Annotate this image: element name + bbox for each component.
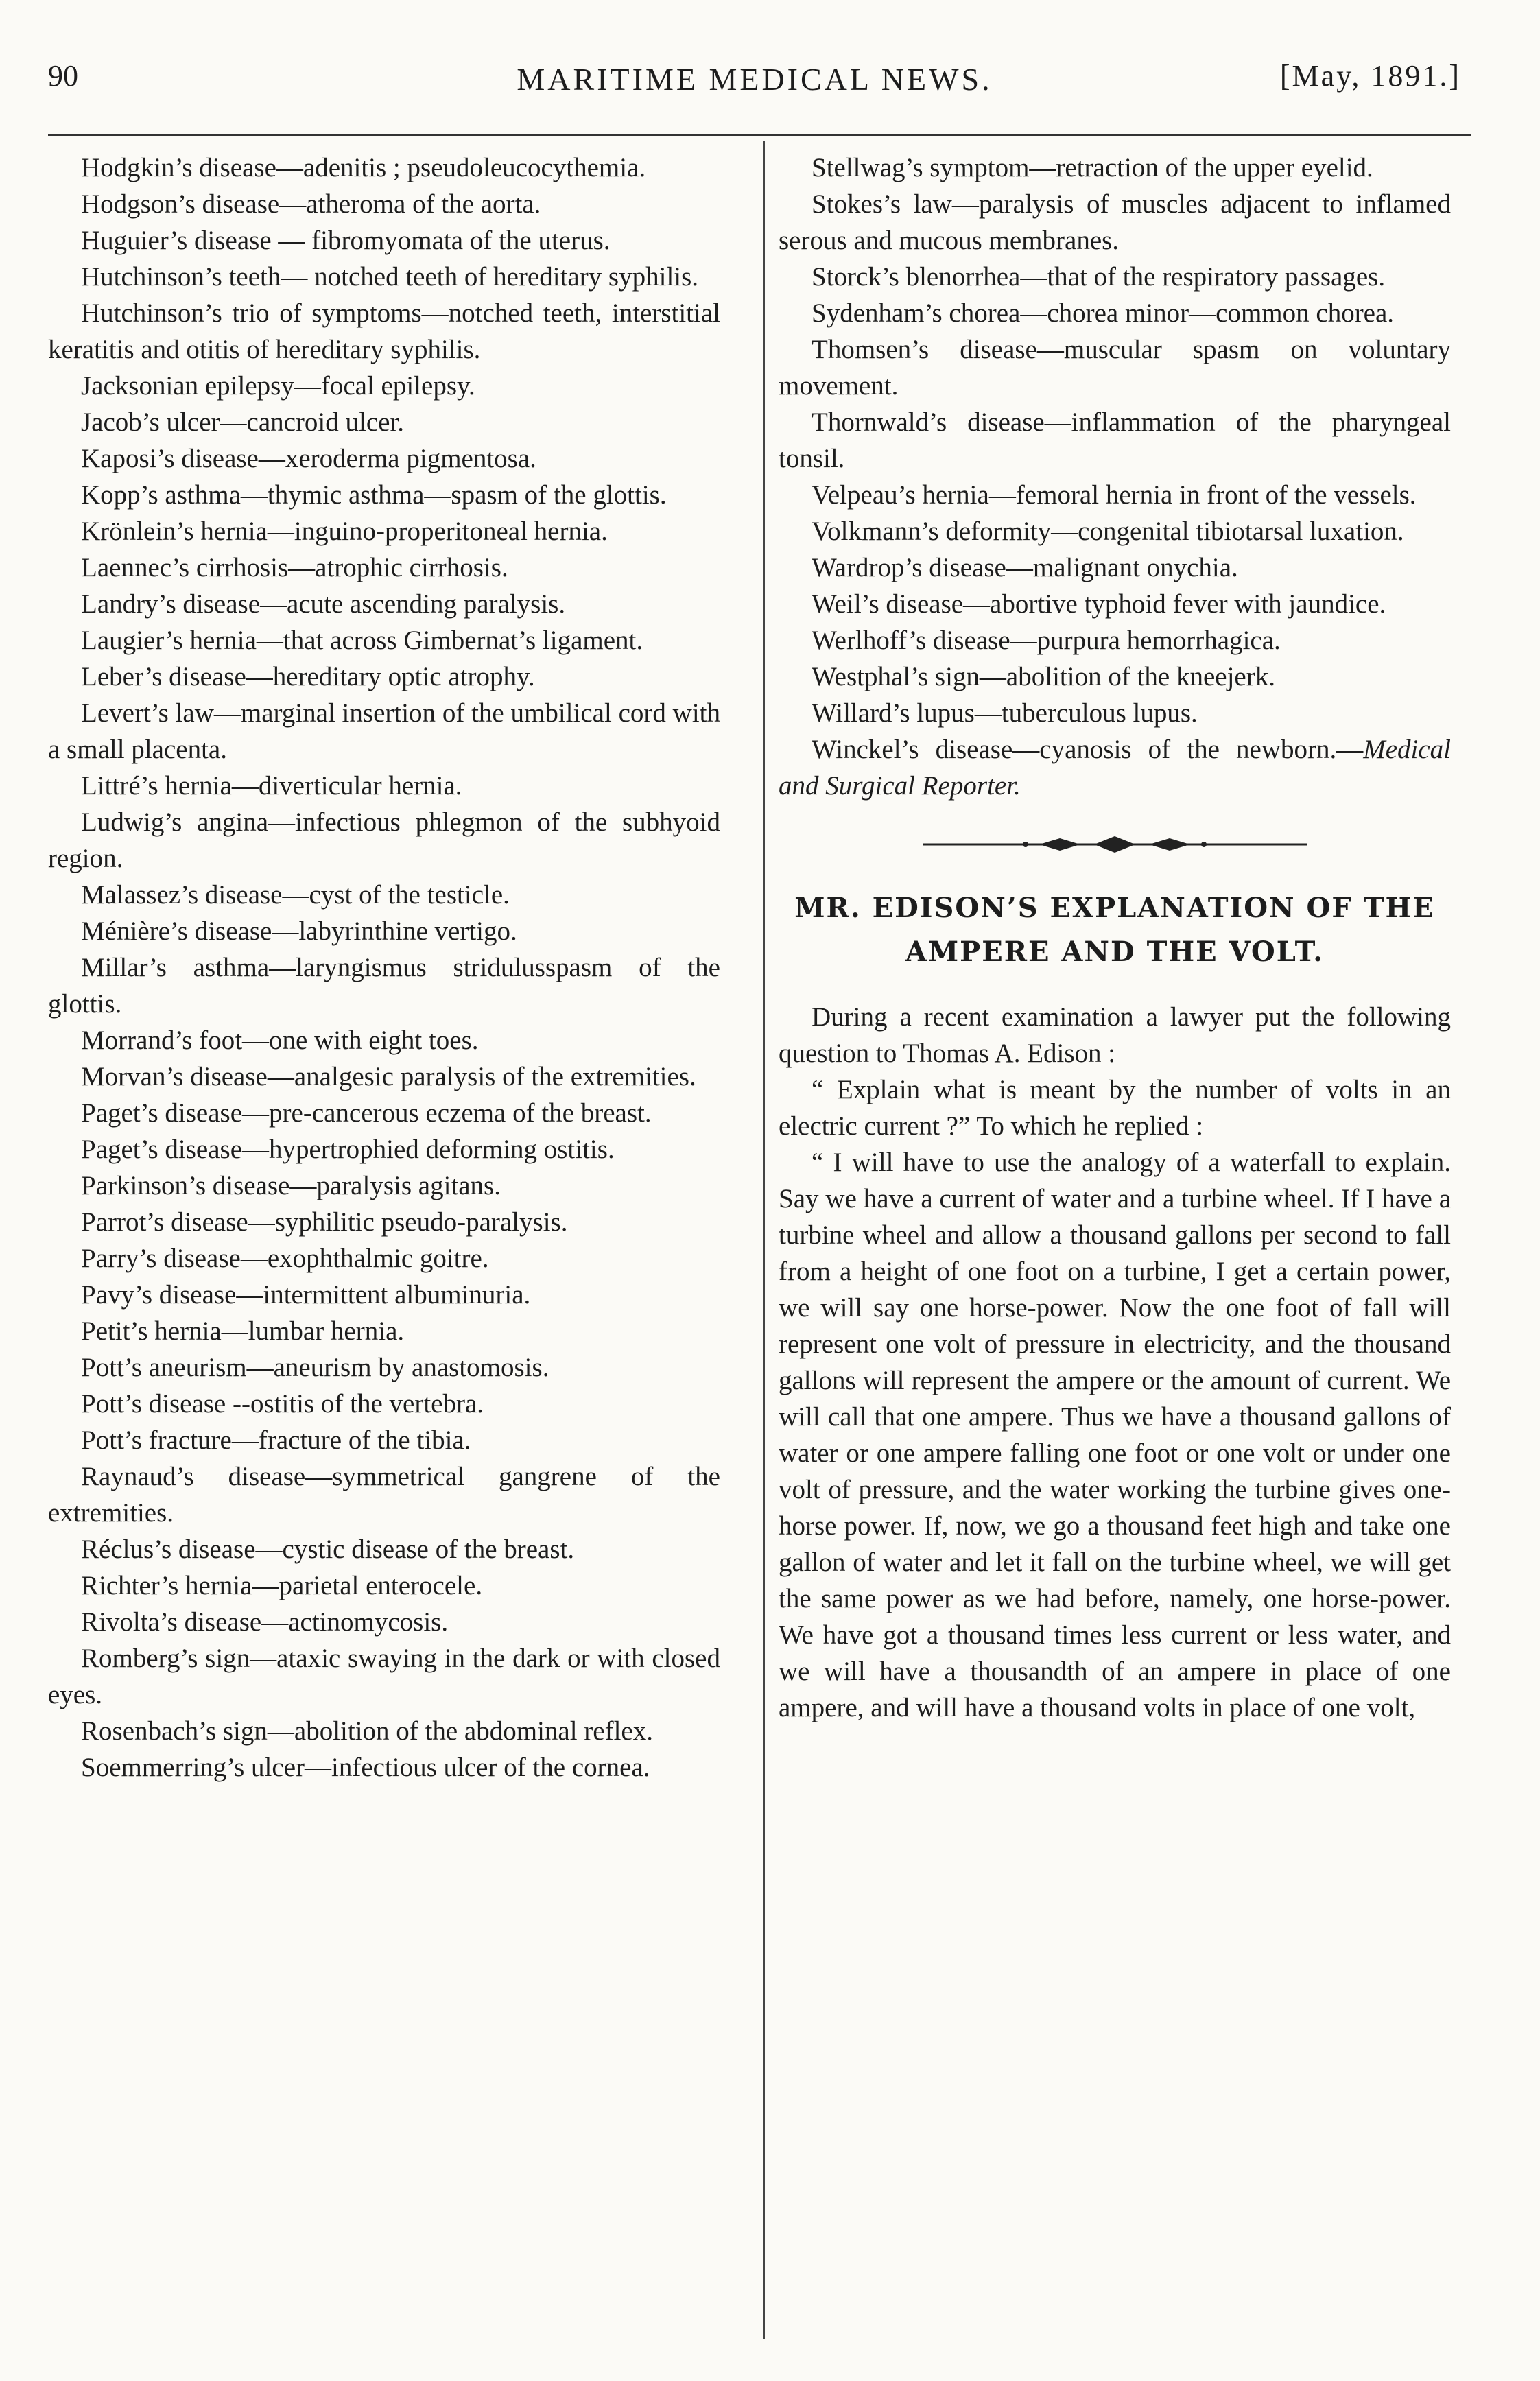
eponym-entry: Werlhoff’s disease—purpura hemorrhagica. xyxy=(812,626,1281,655)
eponym-entry: Morrand’s foot—one with eight toes. xyxy=(81,1026,479,1055)
page-header xyxy=(48,38,1461,113)
eponym-entry: Rivolta’s disease—actinomycosis. xyxy=(81,1607,449,1637)
eponym-entry: Paget’s disease—pre-cancerous eczema of the breast. xyxy=(81,1098,652,1128)
eponym-entry: Parry’s disease—exophthalmic goitre. xyxy=(81,1244,489,1273)
eponym-entry: Stellwag’s symptom—retraction of the upper eyelid. xyxy=(812,153,1373,182)
eponym-entry: Morvan’s disease—analgesic paralysis of the extremities. xyxy=(81,1062,696,1091)
eponym-entry: Storck’s blenorrhea—that of the respiratory passages. xyxy=(812,262,1386,292)
eponym-entry: Stokes’s law—paralysis of muscles adjacent to inflamed serous and mucous membranes. xyxy=(779,189,1451,255)
eponym-entry: Ludwig’s angina—infectious phlegmon of the subhyoid region. xyxy=(48,807,720,873)
eponym-entry: Raynaud’s disease—symmetrical gangrene of the extremities. xyxy=(48,1462,720,1528)
article-title-line1: MR. EDISON’S EXPLANATION OF THE xyxy=(794,892,1435,924)
eponym-entry: Hodgkin’s disease—adenitis ; pseudoleucocythemia. xyxy=(81,153,646,182)
article-paragraph: “ Explain what is meant by the number of volts in an electric current ?” To which he replied : xyxy=(779,1075,1451,1141)
eponym-entry: Wardrop’s disease—malignant onychia. xyxy=(812,553,1238,582)
eponym-entry: Rosenbach’s sign—abolition of the abdominal reflex. xyxy=(81,1716,653,1746)
eponym-entry: Kaposi’s disease—xeroderma pigmentosa. xyxy=(81,444,536,473)
eponym-entry: Parkinson’s disease—paralysis agitans. xyxy=(81,1171,501,1200)
eponym-entry: Millar’s asthma—laryngismus stridulusspasm of the glottis. xyxy=(48,953,720,1019)
article-paragraph: During a recent examination a lawyer put the following question to Thomas A. Edison : xyxy=(779,1002,1451,1068)
eponym-entry: Hutchinson’s trio of symptoms—notched teeth, interstitial keratitis and otitis of hereditary syphilis. xyxy=(48,298,720,364)
eponym-entry: Laennec’s cirrhosis—atrophic cirrhosis. xyxy=(81,553,508,582)
eponym-entry-last xyxy=(779,731,1451,804)
eponym-entry: Krönlein’s hernia—inguino-properitoneal hernia. xyxy=(81,517,608,546)
eponym-entry: Pavy’s disease—intermittent albuminuria. xyxy=(81,1280,531,1310)
eponym-entry: Hodgson’s disease—atheroma of the aorta. xyxy=(81,189,541,219)
eponym-entry: Malassez’s disease—cyst of the testicle. xyxy=(81,880,510,910)
journal-title: MARITIME MEDICAL NEWS. xyxy=(517,62,993,97)
page-number: 90 xyxy=(48,59,78,93)
eponym-entry: Pott’s aneurism—aneurism by anastomosis. xyxy=(81,1353,549,1382)
eponym-entry: Jacob’s ulcer—cancroid ulcer. xyxy=(81,407,405,437)
eponym-entry: Réclus’s disease—cystic disease of the breast. xyxy=(81,1535,575,1564)
eponym-entry: Weil’s disease—abortive typhoid fever with jaundice. xyxy=(812,589,1386,619)
right-column xyxy=(779,150,1451,1726)
eponym-entry: Landry’s disease—acute ascending paralysis. xyxy=(81,589,566,619)
eponym-entry: Richter’s hernia—parietal enterocele. xyxy=(81,1571,483,1600)
eponym-entry: Huguier’s disease — fibromyomata of the uterus. xyxy=(81,226,611,255)
section-ornament xyxy=(923,834,1307,855)
eponym-entry: Kopp’s asthma—thymic asthma—spasm of the glottis. xyxy=(81,480,667,510)
eponym-entry: Thomsen’s disease—muscular spasm on voluntary movement. xyxy=(779,335,1451,401)
eponym-entry: Laugier’s hernia—that across Gimbernat’s ligament. xyxy=(81,626,643,655)
eponym-entry: Westphal’s sign—abolition of the kneejerk. xyxy=(812,662,1275,691)
last-entry-text: Winckel’s disease—cyanosis of the newborn.— xyxy=(812,735,1364,764)
eponym-entry: Romberg’s sign—ataxic swaying in the dark or with closed eyes. xyxy=(48,1644,720,1709)
eponym-entry: Jacksonian epilepsy—focal epilepsy. xyxy=(81,371,475,401)
article-paragraph: “ I will have to use the analogy of a waterfall to explain. Say we have a current of water and a turbine wheel. If I have a turbine wheel and allow a thousand gallons per second to fall from a height of one foot on a turbine, I get a certain power, we will say one horse-power. Now the one foot of fall will represent one volt of pressure in electricity, and the thousand gallons will represent the ampere or the amount of current. We will call that one ampere. Thus we have a thousand gallons of water or one ampere falling one foot or one volt or under one volt of pressure, and the water working the turbine gives one-horse power. If, now, we go a thousand feet high and take one gallon of water and let it fall on the turbine wheel, we will get the same power as we had before, namely, one horse-power. We have got a thousand times less current or less water, and we will have a thousandth of an ampere in place of one ampere, and will have a thousand volts in place of one volt, xyxy=(779,1148,1451,1722)
left-column xyxy=(48,150,720,1786)
eponym-entry: Ménière’s disease—labyrinthine vertigo. xyxy=(81,916,517,946)
header-rule xyxy=(48,134,1471,136)
eponym-entry: Hutchinson’s teeth— notched teeth of hereditary syphilis. xyxy=(81,262,699,292)
eponym-entry: Paget’s disease—hypertrophied deforming ostitis. xyxy=(81,1135,615,1164)
eponym-entry: Parrot’s disease—syphilitic pseudo-paralysis. xyxy=(81,1207,568,1237)
eponym-entry: Volkmann’s deformity—congenital tibiotarsal luxation. xyxy=(812,517,1404,546)
column-divider xyxy=(763,141,765,2339)
source-citation: Medical and Surgical Reporter. xyxy=(779,735,1451,801)
eponym-entry: Sydenham’s chorea—chorea minor—common chorea. xyxy=(812,298,1395,328)
eponym-entry: Thornwald’s disease—inflammation of the pharyngeal tonsil. xyxy=(779,407,1451,473)
eponym-entry: Velpeau’s hernia—femoral hernia in front of the vessels. xyxy=(812,480,1417,510)
eponym-entry: Littré’s hernia—diverticular hernia. xyxy=(81,771,462,801)
article-title-line2: AMPERE AND THE VOLT. xyxy=(905,936,1325,968)
eponym-entry: Pott’s fracture—fracture of the tibia. xyxy=(81,1425,471,1455)
issue-date: [May, 1891.] xyxy=(1279,59,1461,93)
eponym-entry: Levert’s law—marginal insertion of the umbilical cord with a small placenta. xyxy=(48,698,720,764)
eponym-entry: Leber’s disease—hereditary optic atrophy. xyxy=(81,662,535,691)
eponym-entry: Soemmerring’s ulcer—infectious ulcer of the cornea. xyxy=(81,1753,650,1782)
article-title xyxy=(779,886,1451,974)
eponym-entry: Petit’s hernia—lumbar hernia. xyxy=(81,1316,405,1346)
eponym-entry: Pott’s disease --ostitis of the vertebra. xyxy=(81,1389,484,1419)
eponym-entry: Willard’s lupus—tuberculous lupus. xyxy=(812,698,1198,728)
